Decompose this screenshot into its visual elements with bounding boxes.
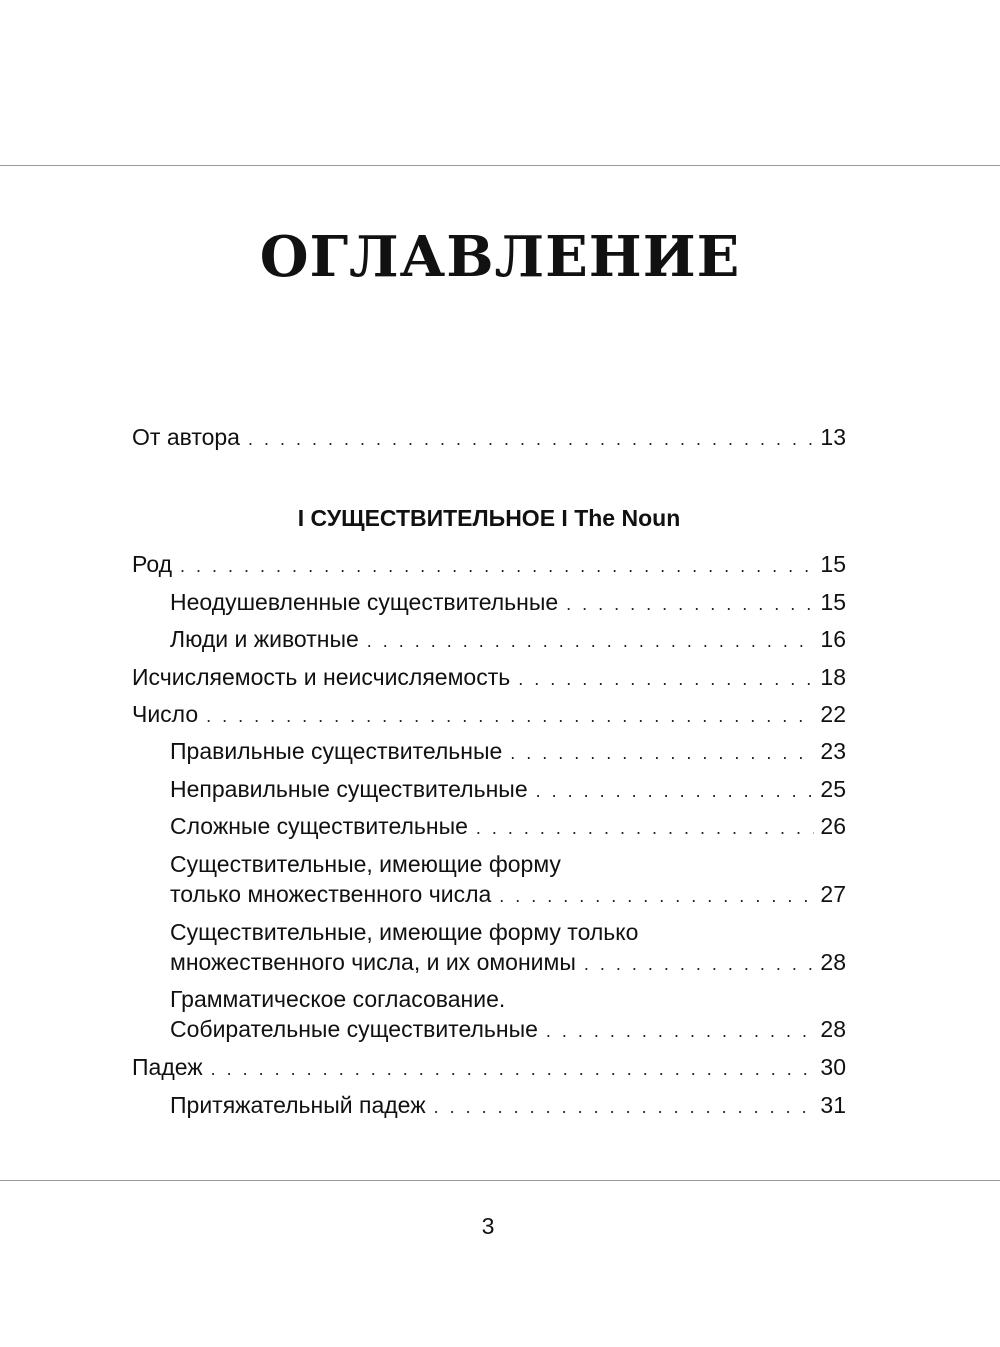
toc-entry-label: Исчисляемость и неисчисляемость: [132, 664, 511, 690]
toc-subentry[interactable]: [170, 586, 846, 618]
toc-entry-page: 23: [820, 738, 846, 764]
toc-entry-label: Сложные существительные: [170, 813, 468, 839]
toc-leader-dots: [499, 880, 814, 912]
toc-leader-dots: [566, 588, 814, 620]
toc-subentry[interactable]: [170, 1013, 846, 1045]
toc-leader-dots: [211, 1053, 815, 1085]
toc-entry-label: Падеж: [132, 1054, 203, 1080]
top-rule: [0, 165, 1000, 166]
toc-leader-dots: [584, 948, 815, 980]
toc-entry-page: 16: [820, 626, 846, 652]
toc-leader-dots: [536, 775, 815, 807]
toc-entry-label: Притяжательный падеж: [170, 1092, 426, 1118]
toc-entry-page: 18: [820, 664, 846, 690]
toc-subentry[interactable]: [170, 946, 846, 978]
toc-entry[interactable]: [132, 548, 846, 580]
toc-leader-dots: [518, 663, 814, 695]
toc-leader-dots: [434, 1091, 815, 1123]
section-heading: I СУЩЕСТВИТЕЛЬНОЕ I The Noun: [297, 505, 681, 531]
toc-subentry[interactable]: [170, 810, 846, 842]
toc-subentry-first-line[interactable]: Существительные, имеющие форму: [170, 851, 561, 877]
toc-leader-dots: [476, 812, 814, 844]
toc-leader-dots: [248, 423, 814, 455]
page-number: 3: [481, 1213, 495, 1239]
toc-entry-page: 26: [820, 813, 846, 839]
toc-leader-dots: [546, 1015, 814, 1047]
toc-entry-page: 28: [820, 1016, 846, 1042]
toc-leader-dots: [367, 625, 815, 657]
toc-leader-dots: [180, 550, 814, 582]
toc-entry-label: Число: [132, 701, 199, 727]
toc-subentry[interactable]: [170, 735, 846, 767]
toc-entry[interactable]: [132, 698, 846, 730]
toc-entry-page: 27: [820, 881, 846, 907]
toc-subentry[interactable]: [170, 1089, 846, 1121]
toc-subentry-first-line[interactable]: Существительные, имеющие форму только: [170, 919, 639, 945]
toc-entry-page: 30: [820, 1054, 846, 1080]
toc-entry[interactable]: [132, 661, 846, 693]
toc-entry-label: Неправильные существительные: [170, 776, 528, 802]
toc-entry-page: 13: [820, 424, 846, 450]
toc-entry-label: От автора: [132, 424, 240, 450]
toc-leader-dots: [206, 700, 814, 732]
toc-subentry[interactable]: [170, 773, 846, 805]
toc-entry-label: Люди и животные: [170, 626, 359, 652]
toc-subentry[interactable]: [170, 623, 846, 655]
page-title: ОГЛАВЛЕНИЕ: [259, 224, 741, 290]
toc-entry-page: 31: [820, 1092, 846, 1118]
toc-leader-dots: [510, 737, 814, 769]
toc-entry-label: Неодушевленные существительные: [170, 589, 559, 615]
toc-subentry-first-line[interactable]: Грамматическое согласование.: [170, 986, 506, 1012]
toc-entry[interactable]: [132, 1051, 846, 1083]
toc-entry-label: Правильные существительные: [170, 738, 503, 764]
toc-entry-label: множественного числа, и их омонимы: [170, 949, 576, 975]
toc-entry-page: 22: [820, 701, 846, 727]
toc-entry-label: Собирательные существительные: [170, 1016, 538, 1042]
toc-entry-label: Род: [132, 551, 173, 577]
toc-entry-page: 15: [820, 589, 846, 615]
toc-subentry[interactable]: [170, 878, 846, 910]
toc-entry-page: 15: [820, 551, 846, 577]
toc-entry-preface[interactable]: [132, 421, 846, 453]
toc-entry-page: 28: [820, 949, 846, 975]
bottom-rule: [0, 1180, 1000, 1181]
toc-entry-label: только множественного числа: [170, 881, 492, 907]
toc-entry-page: 25: [820, 776, 846, 802]
